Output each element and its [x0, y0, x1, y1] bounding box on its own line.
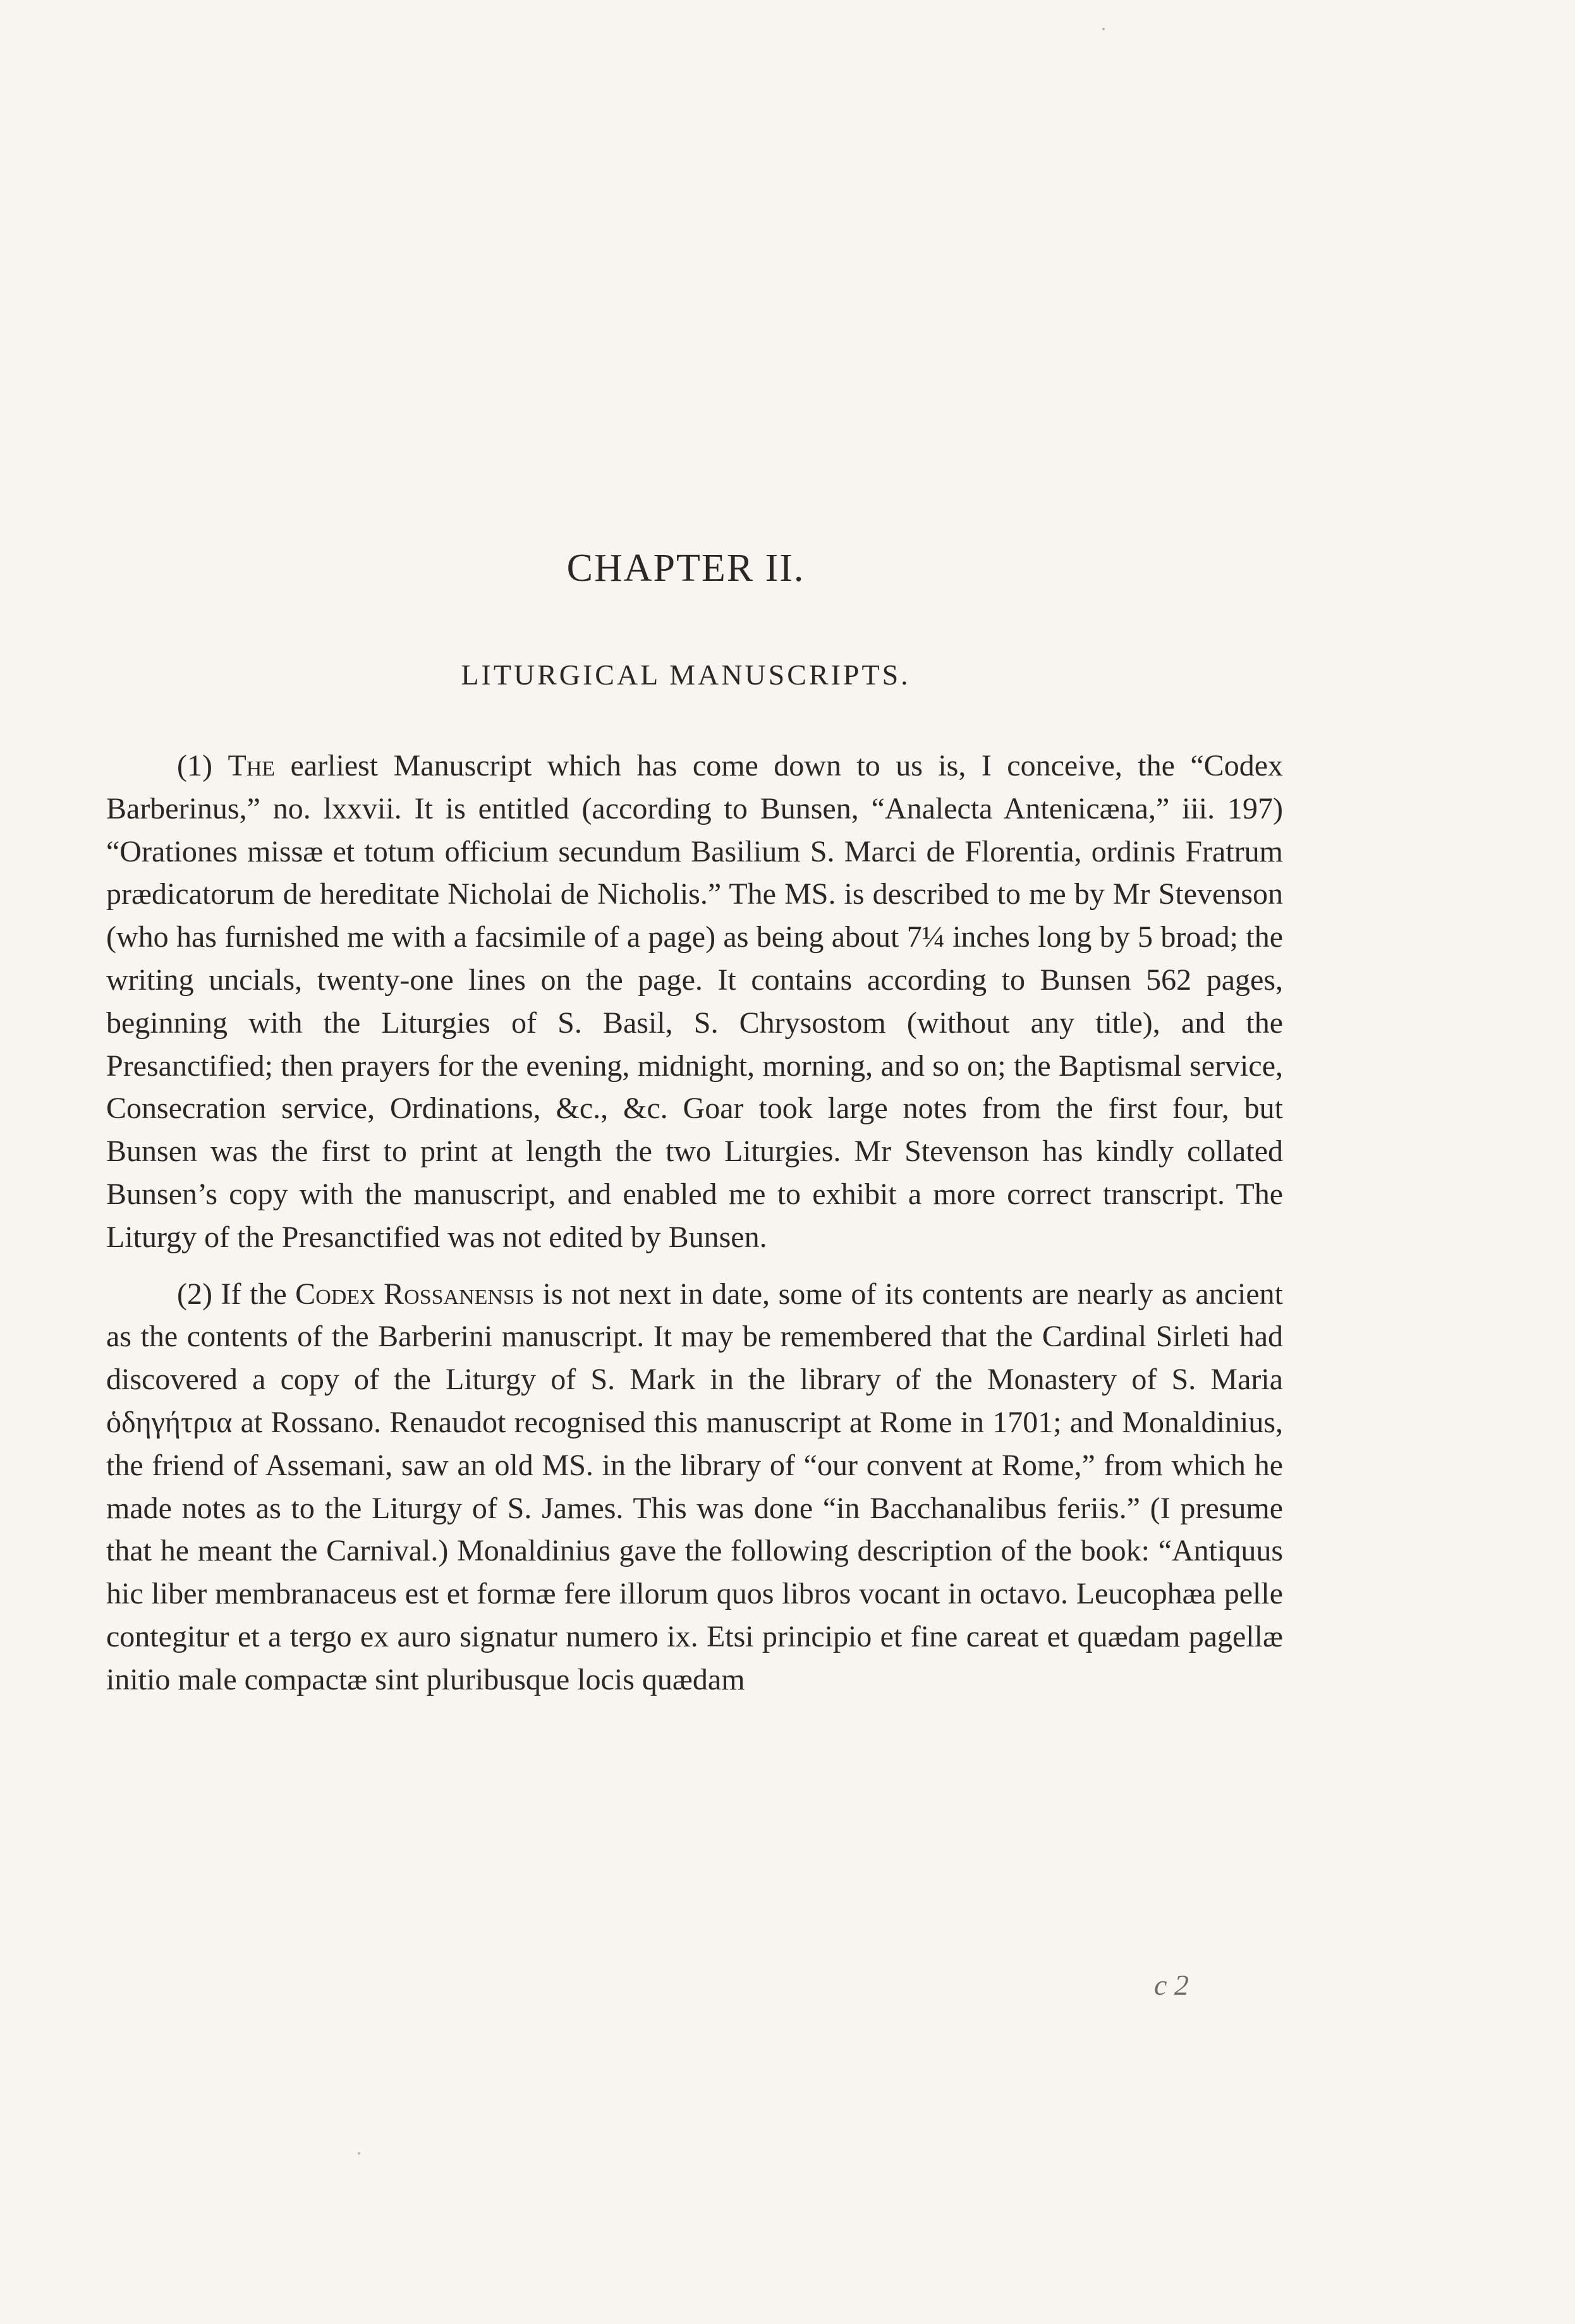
paper-speck	[358, 2152, 360, 2155]
main-text	[106, 745, 1283, 1701]
paper-speck	[1102, 28, 1105, 30]
paragraph-number: (1)	[177, 749, 212, 782]
paragraph-text-lead: If the	[212, 1277, 296, 1311]
paragraph-number: (2)	[177, 1277, 212, 1311]
paragraph-text: is not next in date, some of its contents are nearly as ancient as the contents of the Barberini manuscript. It may be remembered that the Cardinal Sirleti had discovered a copy of the Liturgy of S. Mark in the library of the Monastery of S. Maria ὁδηγήτρια at Rossano. Renaudot recognised this manuscript at Rome in 1701; and Monaldinius, the friend of Assemani, saw an old MS. in the library of “our convent at Rome,” from which he made notes as to the Liturgy of S. James. This was done “in Bacchanalibus feriis.” (I presume that he meant the Carnival.) Monaldinius gave the following description of the book: “Antiquus hic liber membranaceus est et formæ fere illorum quos libros vocant in octavo. Leucophæa pelle contegitur et a tergo ex auro signatur numero ix. Etsi principio et fine careat et quædam pagellæ initio male compactæ sint pluribusque locis quædam	[106, 1277, 1283, 1696]
chapter-heading: CHAPTER II.	[566, 547, 805, 590]
lead-word: The	[228, 749, 276, 782]
paragraph-1	[106, 745, 1283, 1259]
paragraph-text: earliest Manuscript which has come down to us is, I conceive, the “Codex Barberinus,” no. lxxvii. It is entitled (according to Bunsen, “Analecta Antenicæna,” iii. 197) “Orationes missæ et totum officium secundum Basilium S. Marci de Florentia, ordinis Fratrum prædicatorum de hereditate Nicholai de Nicholis.” The MS. is described to me by Mr Stevenson (who has furnished me with a facsimile of a page) as being about 7¼ inches long by 5 broad; the writing uncials, twenty-one lines on the page. It contains according to Bunsen 562 pages, beginning with the Liturgies of S. Basil, S. Chrysostom (without any title), and the Presanctified; then prayers for the evening, midnight, morning, and so on; the Baptismal service, Consecration service, Ordinations, &c., &c. Goar took large notes from the first four, but Bunsen was the first to print at length the two Liturgies. Mr Stevenson has kindly collated Bunsen’s copy with the manuscript, and enabled me to exhibit a more correct transcript. The Liturgy of the Presanctified was not edited by Bunsen.	[106, 749, 1284, 1254]
signature-mark: c 2	[1154, 1969, 1189, 2001]
codex-name: Codex Rossanensis	[295, 1277, 535, 1311]
paragraph-2	[106, 1273, 1283, 1701]
section-title: LITURGICAL MANUSCRIPTS.	[461, 659, 911, 691]
